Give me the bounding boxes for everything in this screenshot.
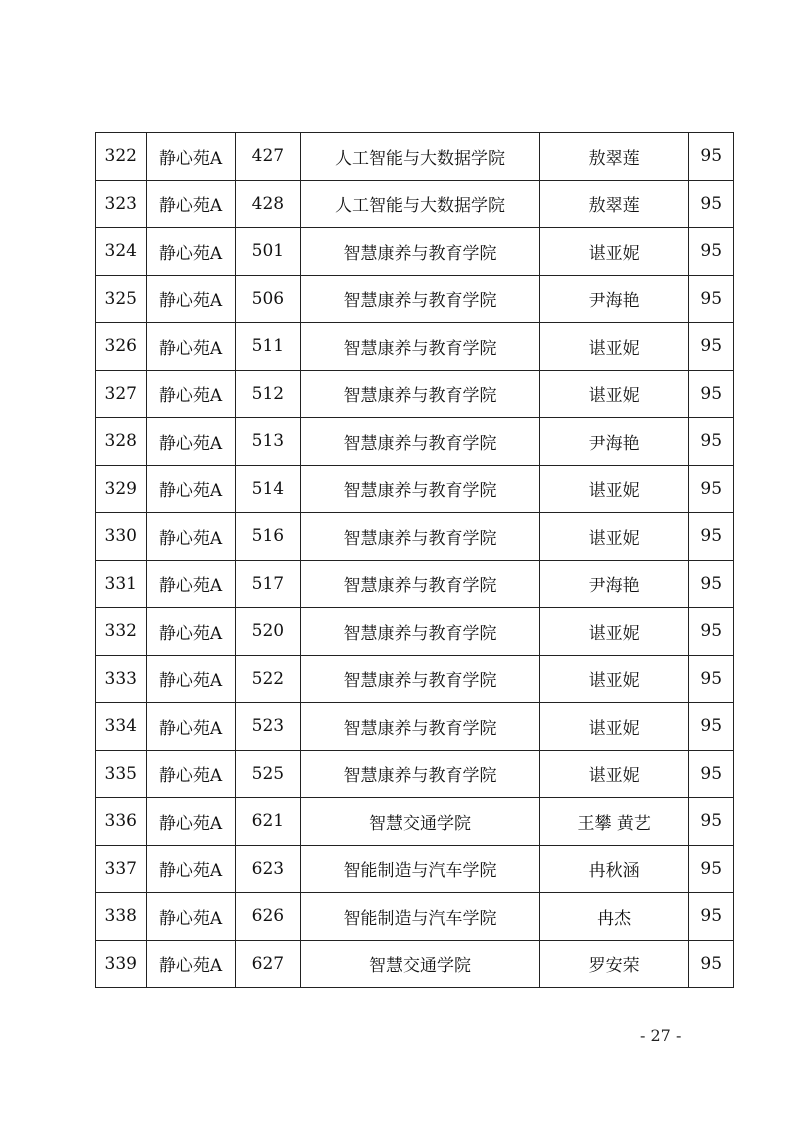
row-number-cell: 334 <box>96 703 147 751</box>
table-row <box>96 418 734 466</box>
building-cell: 静心苑A <box>146 750 235 798</box>
room-number-cell: 514 <box>235 465 301 513</box>
row-number-cell: 326 <box>96 323 147 371</box>
building-cell: 静心苑A <box>146 845 235 893</box>
score-cell: 95 <box>689 655 734 703</box>
score-cell: 95 <box>689 418 734 466</box>
staff-name-cell: 尹海艳 <box>539 560 689 608</box>
score-cell: 95 <box>689 893 734 941</box>
score-cell: 95 <box>689 370 734 418</box>
row-number-cell: 335 <box>96 750 147 798</box>
college-cell: 智慧康养与教育学院 <box>301 703 540 751</box>
building-cell: 静心苑A <box>146 465 235 513</box>
row-number-cell: 332 <box>96 608 147 656</box>
college-cell: 人工智能与大数据学院 <box>301 180 540 228</box>
college-cell: 智慧康养与教育学院 <box>301 655 540 703</box>
college-cell: 智慧康养与教育学院 <box>301 323 540 371</box>
room-number-cell: 512 <box>235 370 301 418</box>
room-number-cell: 621 <box>235 798 301 846</box>
staff-name-cell: 谌亚妮 <box>539 608 689 656</box>
college-cell: 智慧康养与教育学院 <box>301 750 540 798</box>
room-number-cell: 511 <box>235 323 301 371</box>
staff-name-cell: 尹海艳 <box>539 275 689 323</box>
building-cell: 静心苑A <box>146 893 235 941</box>
table-body <box>96 133 734 988</box>
table-row <box>96 465 734 513</box>
staff-name-cell: 敖翠莲 <box>539 180 689 228</box>
college-cell: 智慧康养与教育学院 <box>301 418 540 466</box>
college-cell: 智慧康养与教育学院 <box>301 370 540 418</box>
college-cell: 智慧康养与教育学院 <box>301 228 540 276</box>
score-cell: 95 <box>689 750 734 798</box>
table-row <box>96 798 734 846</box>
staff-name-cell: 谌亚妮 <box>539 323 689 371</box>
room-number-cell: 427 <box>235 133 301 181</box>
building-cell: 静心苑A <box>146 275 235 323</box>
table-row <box>96 940 734 988</box>
college-cell: 智慧康养与教育学院 <box>301 275 540 323</box>
room-number-cell: 520 <box>235 608 301 656</box>
room-number-cell: 523 <box>235 703 301 751</box>
building-cell: 静心苑A <box>146 323 235 371</box>
room-number-cell: 627 <box>235 940 301 988</box>
score-cell: 95 <box>689 845 734 893</box>
row-number-cell: 338 <box>96 893 147 941</box>
row-number-cell: 330 <box>96 513 147 561</box>
score-cell: 95 <box>689 560 734 608</box>
row-number-cell: 327 <box>96 370 147 418</box>
table-row <box>96 845 734 893</box>
table-row <box>96 180 734 228</box>
building-cell: 静心苑A <box>146 798 235 846</box>
table-row <box>96 275 734 323</box>
building-cell: 静心苑A <box>146 180 235 228</box>
score-cell: 95 <box>689 228 734 276</box>
room-number-cell: 513 <box>235 418 301 466</box>
staff-name-cell: 罗安荣 <box>539 940 689 988</box>
college-cell: 智慧康养与教育学院 <box>301 513 540 561</box>
table-row <box>96 323 734 371</box>
table-row <box>96 703 734 751</box>
staff-name-cell: 谌亚妮 <box>539 750 689 798</box>
table-row <box>96 370 734 418</box>
row-number-cell: 329 <box>96 465 147 513</box>
room-number-cell: 517 <box>235 560 301 608</box>
room-number-cell: 525 <box>235 750 301 798</box>
staff-name-cell: 谌亚妮 <box>539 228 689 276</box>
row-number-cell: 325 <box>96 275 147 323</box>
building-cell: 静心苑A <box>146 370 235 418</box>
room-number-cell: 516 <box>235 513 301 561</box>
building-cell: 静心苑A <box>146 608 235 656</box>
staff-name-cell: 谌亚妮 <box>539 513 689 561</box>
row-number-cell: 324 <box>96 228 147 276</box>
staff-name-cell: 敖翠莲 <box>539 133 689 181</box>
building-cell: 静心苑A <box>146 940 235 988</box>
building-cell: 静心苑A <box>146 655 235 703</box>
score-cell: 95 <box>689 465 734 513</box>
table-row <box>96 608 734 656</box>
room-number-cell: 428 <box>235 180 301 228</box>
score-cell: 95 <box>689 275 734 323</box>
room-number-cell: 626 <box>235 893 301 941</box>
college-cell: 人工智能与大数据学院 <box>301 133 540 181</box>
college-cell: 智慧康养与教育学院 <box>301 560 540 608</box>
staff-name-cell: 冉秋涵 <box>539 845 689 893</box>
row-number-cell: 323 <box>96 180 147 228</box>
college-cell: 智慧康养与教育学院 <box>301 608 540 656</box>
building-cell: 静心苑A <box>146 560 235 608</box>
room-number-cell: 506 <box>235 275 301 323</box>
room-number-cell: 522 <box>235 655 301 703</box>
staff-name-cell: 谌亚妮 <box>539 703 689 751</box>
table-row <box>96 893 734 941</box>
row-number-cell: 337 <box>96 845 147 893</box>
staff-name-cell: 王攀 黄艺 <box>539 798 689 846</box>
staff-name-cell: 谌亚妮 <box>539 655 689 703</box>
table-row <box>96 513 734 561</box>
staff-name-cell: 冉杰 <box>539 893 689 941</box>
row-number-cell: 328 <box>96 418 147 466</box>
score-cell: 95 <box>689 133 734 181</box>
staff-name-cell: 谌亚妮 <box>539 465 689 513</box>
score-cell: 95 <box>689 703 734 751</box>
row-number-cell: 339 <box>96 940 147 988</box>
table-row <box>96 560 734 608</box>
building-cell: 静心苑A <box>146 703 235 751</box>
table-row <box>96 228 734 276</box>
building-cell: 静心苑A <box>146 133 235 181</box>
page-number: - 27 - <box>640 1026 682 1045</box>
row-number-cell: 331 <box>96 560 147 608</box>
building-cell: 静心苑A <box>146 418 235 466</box>
college-cell: 智慧交通学院 <box>301 940 540 988</box>
score-cell: 95 <box>689 513 734 561</box>
building-cell: 静心苑A <box>146 228 235 276</box>
dormitory-score-table <box>95 132 734 988</box>
score-cell: 95 <box>689 940 734 988</box>
table-row <box>96 750 734 798</box>
row-number-cell: 336 <box>96 798 147 846</box>
score-cell: 95 <box>689 608 734 656</box>
room-number-cell: 623 <box>235 845 301 893</box>
row-number-cell: 322 <box>96 133 147 181</box>
table-row <box>96 133 734 181</box>
score-cell: 95 <box>689 180 734 228</box>
row-number-cell: 333 <box>96 655 147 703</box>
staff-name-cell: 谌亚妮 <box>539 370 689 418</box>
building-cell: 静心苑A <box>146 513 235 561</box>
staff-name-cell: 尹海艳 <box>539 418 689 466</box>
table-row <box>96 655 734 703</box>
college-cell: 智慧康养与教育学院 <box>301 465 540 513</box>
score-cell: 95 <box>689 798 734 846</box>
college-cell: 智慧交通学院 <box>301 798 540 846</box>
college-cell: 智能制造与汽车学院 <box>301 893 540 941</box>
college-cell: 智能制造与汽车学院 <box>301 845 540 893</box>
room-number-cell: 501 <box>235 228 301 276</box>
score-cell: 95 <box>689 323 734 371</box>
